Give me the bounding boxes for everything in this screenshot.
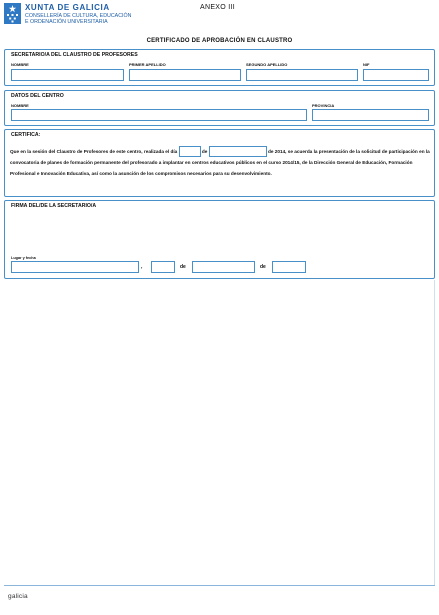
nif-field[interactable] xyxy=(363,69,429,81)
xunta-shield-icon xyxy=(4,3,21,24)
provincia-field[interactable] xyxy=(312,109,429,121)
primer-apellido-label: PRIMER APELLIDO xyxy=(129,62,166,67)
section-heading: SECRETARIO/A DEL CLAUSTRO DE PROFESORES xyxy=(11,52,138,58)
certifica-text-body: de 2014, se acuerda la presentación de la solicitud de participación en la convocatoria de planes de formación permanente del profesorado a implantar en centros educativos públicos en el curso 2014/15, de la Dirección General de Educación, Formación Profesional e Innovación Educativa, así como la asunción de los compromisos necesarios para su desenvolvimiento. xyxy=(10,149,430,177)
primer-apellido-field[interactable] xyxy=(129,69,241,81)
document-title: CERTIFICADO DE APROBACIÓN EN CLAUSTRO xyxy=(146,38,293,44)
section-firma xyxy=(4,200,435,279)
firma-de-label-1: de xyxy=(180,264,186,270)
section-heading: CERTIFICA: xyxy=(11,132,41,138)
section-centro xyxy=(4,90,435,126)
section-heading: FIRMA DEL/DE LA SECRETARIO/A xyxy=(11,203,97,209)
nif-label: NIF xyxy=(363,62,370,67)
section-certifica xyxy=(4,129,435,197)
certifica-text xyxy=(10,146,430,179)
section-heading: DATOS DEL CENTRO xyxy=(11,93,64,99)
centro-nombre-label: NOMBRE xyxy=(11,103,29,108)
segundo-apellido-field[interactable] xyxy=(246,69,358,81)
org-title: XUNTA DE GALICIA xyxy=(25,3,110,12)
firma-day-field[interactable] xyxy=(151,261,175,273)
firma-de-label-2: de xyxy=(260,264,266,270)
firma-month-field[interactable] xyxy=(192,261,255,273)
segundo-apellido-label: SEGUNDO APELLIDO xyxy=(246,62,288,67)
org-subtitle xyxy=(25,13,131,25)
certifica-day-field[interactable] xyxy=(179,146,201,157)
annex-label: ANEXO III xyxy=(200,4,235,11)
galicia-logo: galicia xyxy=(8,593,28,600)
certifica-de-label: de xyxy=(201,149,208,154)
footer-divider xyxy=(4,585,435,586)
certifica-text-intro: Que en la sesión del Claustro de Profesores de este centro, realizada el día xyxy=(10,149,178,154)
lugar-fecha-label: Lugar y fecha xyxy=(11,256,36,260)
lugar-field[interactable] xyxy=(11,261,139,273)
org-subtitle-line-2: E ORDENACIÓN UNIVERSITARIA xyxy=(25,19,108,25)
section-secretario xyxy=(4,49,435,86)
nombre-field[interactable] xyxy=(11,69,124,81)
certifica-month-field[interactable] xyxy=(209,146,267,157)
org-subtitle-line-1: CONSELLERÍA DE CULTURA, EDUCACIÓN xyxy=(25,13,132,19)
comma-separator: , xyxy=(141,264,143,270)
page-border xyxy=(434,280,435,585)
firma-year-field[interactable] xyxy=(272,261,306,273)
nombre-label: NOMBRE xyxy=(11,62,29,67)
centro-nombre-field[interactable] xyxy=(11,109,307,121)
provincia-label: PROVINCIA xyxy=(312,103,335,108)
